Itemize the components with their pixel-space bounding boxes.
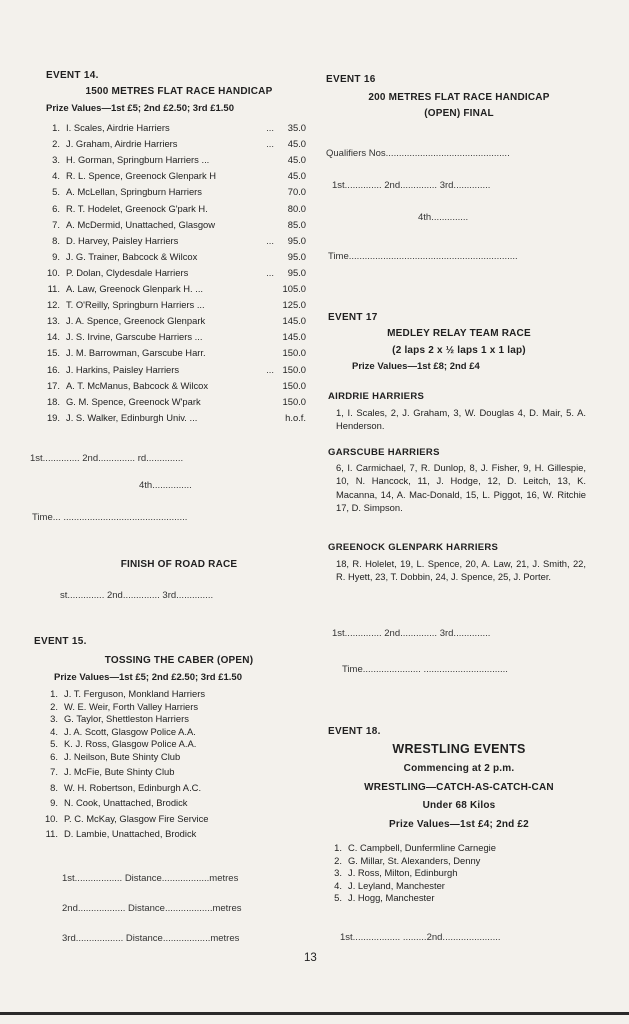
entry-handicap: 85.0 <box>287 218 306 230</box>
club-garscube-members: 6, I. Carmichael, 7, R. Dunlop, 8, J. Fisher, 9, H. Gillespie, 10, N. Hancock, 11, J. Hodge, 12, D. Leitch, 13, K. Macanna, 14, A. Mac-Donald, 15, L. Piggot, 16, W. Ritchie 17, D. Simpson. <box>336 462 586 514</box>
event16-title-1: 200 METRES FLAT RACE HANDICAP <box>368 92 550 103</box>
list-item <box>44 235 306 246</box>
entry-name: A. McLellan, Springburn Harriers <box>66 186 202 198</box>
event14-label: EVENT 14. <box>46 70 99 81</box>
list-item <box>44 331 306 342</box>
entry-handicap: 80.0 <box>287 202 306 214</box>
entry-handicap: 95.0 <box>287 266 306 278</box>
entry-number: 2. <box>52 138 60 150</box>
list-item <box>42 828 310 839</box>
entry-name: J. M. Barrowman, Garscube Harr. <box>66 347 206 359</box>
entry-number: 5. <box>334 892 342 904</box>
event16-title-2: (OPEN) FINAL <box>424 108 494 119</box>
entry-name: A. T. McManus, Babcock & Wilcox <box>66 379 209 391</box>
club-airdrie-name: AIRDRIE HARRIERS <box>328 391 425 402</box>
list-item <box>42 738 310 749</box>
entry-name: R. L. Spence, Greenock Glenpark H <box>66 170 217 182</box>
entry-number: 13. <box>46 315 60 327</box>
list-item <box>44 299 306 310</box>
entry-number: 5. <box>50 738 58 749</box>
entry-number: 1. <box>52 122 60 133</box>
entry-handicap: 45.0 <box>287 138 306 150</box>
list-item <box>42 813 310 824</box>
list-item <box>42 688 310 699</box>
entry-number: 6. <box>50 750 58 762</box>
entry-name: G. M. Spence, Greenock W'park <box>66 395 201 407</box>
entry-number: 16. <box>46 363 60 375</box>
entry-number: 5. <box>52 186 60 198</box>
list-item <box>44 122 306 133</box>
entry-name: N. Cook, Unattached, Brodick <box>64 797 188 808</box>
entry-handicap: 70.0 <box>287 186 306 198</box>
entry-handicap: 95.0 <box>287 250 306 262</box>
list-item <box>326 842 588 853</box>
entry-name: C. Campbell, Dunfermline Carnegie <box>348 842 496 853</box>
entry-number: 9. <box>50 797 58 808</box>
list-item <box>326 880 588 891</box>
event18-label: EVENT 18. <box>328 726 381 737</box>
entry-handicap: 45.0 <box>287 154 306 166</box>
entry-number: 9. <box>52 250 60 262</box>
event14-title: 1500 METRES FLAT RACE HANDICAP <box>85 86 273 97</box>
list-item <box>42 766 310 777</box>
entry-number: 18. <box>46 395 60 407</box>
entry-name: G. Millar, St. Alexanders, Denny <box>348 854 481 866</box>
entry-number: 15. <box>46 347 60 359</box>
road-race-title: FINISH OF ROAD RACE <box>120 559 238 570</box>
entry-number: 8. <box>52 234 60 246</box>
list-item <box>44 396 306 407</box>
entry-dots: ... <box>266 122 274 133</box>
entry-number: 7. <box>52 218 60 230</box>
list-item <box>44 347 306 358</box>
entry-name: P. C. McKay, Glasgow Fire Service <box>64 812 209 824</box>
entry-number: 8. <box>50 781 58 793</box>
event15-title: TOSSING THE CABER (OPEN) <box>104 655 254 666</box>
entry-number: 2. <box>334 854 342 866</box>
list-item <box>326 867 588 878</box>
entry-name: J. S. Irvine, Garscube Harriers ... <box>66 331 203 343</box>
entry-handicap: 145.0 <box>282 331 306 343</box>
entry-handicap: 95.0 <box>287 234 306 246</box>
entry-dots: ... <box>266 138 274 150</box>
event17-title: MEDLEY RELAY TEAM RACE <box>387 328 531 339</box>
entry-name: I. Scales, Airdrie Harriers <box>66 122 170 133</box>
entry-name: J. G. Trainer, Babcock & Wilcox <box>66 250 198 262</box>
entry-number: 7. <box>50 766 58 777</box>
entry-name: H. Gorman, Springburn Harriers ... <box>66 154 210 166</box>
entry-name: A. McDermid, Unattached, Glasgow <box>66 218 216 230</box>
entry-number: 3. <box>334 867 342 879</box>
entry-dots: ... <box>266 266 274 278</box>
list-item <box>44 219 306 230</box>
list-item <box>44 186 306 197</box>
entry-name: W. H. Robertson, Edinburgh A.C. <box>64 781 202 793</box>
event17-laps: (2 laps 2 x ½ laps 1 x 1 lap) <box>392 345 526 356</box>
entry-number: 6. <box>52 202 60 214</box>
event15-distance-2: 2nd.................. Distance..................metres <box>62 903 242 914</box>
entry-number: 3. <box>50 713 58 724</box>
page-number: 13 <box>304 952 317 964</box>
entry-number: 1. <box>334 842 342 853</box>
list-item <box>42 713 310 724</box>
list-item <box>44 203 306 214</box>
entry-number: 4. <box>334 879 342 891</box>
entry-number: 17. <box>46 379 60 391</box>
list-item <box>42 751 310 762</box>
club-airdrie-members: 1, I. Scales, 2, J. Graham, 3, W. Douglas 4, D. Mair, 5. A. Henderson. <box>336 407 586 432</box>
club-greenock-members: 18, R. Holelet, 19, L. Spence, 20, A. Law, 21, J. Smith, 22, R. Hyett, 23, T. Dobbin, 24, J. Spence, 25, J. Porter. <box>336 558 586 583</box>
entry-name: J. S. Walker, Edinburgh Univ. ... <box>66 411 198 423</box>
entry-name: D. Harvey, Paisley Harriers <box>66 234 179 246</box>
entry-handicap: 150.0 <box>282 379 306 391</box>
entry-number: 19. <box>46 411 60 423</box>
list-item <box>44 138 306 149</box>
event15-distance-3: 3rd.................. Distance..................metres <box>62 933 240 944</box>
entry-number: 10. <box>44 812 58 824</box>
entry-name: J. A. Spence, Greenock Glenpark <box>66 315 206 327</box>
entry-name: W. E. Weir, Forth Valley Harriers <box>64 700 199 712</box>
entry-name: J. Hogg, Manchester <box>348 892 435 904</box>
entry-number: 4. <box>52 170 60 182</box>
road-race-results: st.............. 2nd.............. 3rd.............. <box>60 590 214 601</box>
list-item <box>42 797 310 808</box>
entry-name: A. Law, Greenock Glenpark H. ... <box>66 283 204 294</box>
entry-name: J. T. Ferguson, Monkland Harriers <box>64 688 206 699</box>
list-item <box>44 251 306 262</box>
event15-label: EVENT 15. <box>34 636 87 647</box>
event18-weight: Under 68 Kilos <box>422 800 496 811</box>
list-item <box>44 364 306 375</box>
entry-dots: ... <box>266 234 274 246</box>
event17-prize: Prize Values—1st £8; 2nd £4 <box>352 361 480 372</box>
entry-handicap: 145.0 <box>282 315 306 327</box>
event14-results-1: 1st.............. 2nd.............. rd.............. <box>30 453 184 464</box>
event18-style: WRESTLING—CATCH-AS-CATCH-CAN <box>364 782 554 793</box>
entry-handicap: 35.0 <box>287 122 306 133</box>
club-garscube-name: GARSCUBE HARRIERS <box>328 447 440 458</box>
list-item <box>44 154 306 165</box>
event18-results: 1st.................. .........2nd...................... <box>340 932 501 943</box>
list-item <box>44 283 306 294</box>
entry-handicap: 105.0 <box>282 283 306 294</box>
entry-number: 12. <box>46 299 60 311</box>
entry-name: J. Harkins, Paisley Harriers <box>66 363 180 375</box>
entry-name: G. Taylor, Shettleston Harriers <box>64 713 189 724</box>
entry-number: 1. <box>50 688 58 699</box>
entry-number: 11. <box>47 283 60 294</box>
entry-number: 4. <box>50 725 58 737</box>
event16-results-2: 4th.............. <box>418 212 469 223</box>
entry-name: K. J. Ross, Glasgow Police A.A. <box>64 738 197 749</box>
event18-subtitle: Commencing at 2 p.m. <box>403 763 515 774</box>
event16-time: Time................................................................ <box>328 251 518 262</box>
entry-handicap: 150.0 <box>282 363 306 375</box>
entry-handicap: h.o.f. <box>285 411 306 423</box>
event17-results: 1st.............. 2nd.............. 3rd.............. <box>332 628 491 639</box>
entry-name: D. Lambie, Unattached, Brodick <box>64 828 197 839</box>
list-item <box>326 855 588 866</box>
event14-results-2: 4th............... <box>139 480 192 491</box>
list-item <box>42 782 310 793</box>
event16-qualifiers: Qualifiers Nos............................................... <box>326 148 510 159</box>
event18-title: WRESTLING EVENTS <box>392 742 526 756</box>
event14-time: Time... ............................................... <box>32 512 188 523</box>
list-item <box>326 892 588 903</box>
event15-prize: Prize Values—1st £5; 2nd £2.50; 3rd £1.50 <box>54 672 242 683</box>
list-item <box>44 170 306 181</box>
entry-dots: ... <box>266 363 274 375</box>
event18-prize: Prize Values—1st £4; 2nd £2 <box>389 819 529 830</box>
entry-name: J. A. Scott, Glasgow Police A.A. <box>64 725 196 737</box>
entry-name: J. Leyland, Manchester <box>348 879 445 891</box>
entry-name: J. Neilson, Bute Shinty Club <box>64 750 181 762</box>
event17-label: EVENT 17 <box>328 312 378 323</box>
event16-label: EVENT 16 <box>326 74 376 85</box>
list-item <box>44 412 306 423</box>
event15-distance-1: 1st.................. Distance..................metres <box>62 873 239 884</box>
entry-number: 14. <box>46 331 60 343</box>
entry-name: P. Dolan, Clydesdale Harriers <box>66 266 189 278</box>
entry-handicap: 125.0 <box>282 299 306 311</box>
list-item <box>42 726 310 737</box>
entry-number: 2. <box>50 700 58 712</box>
entry-handicap: 150.0 <box>282 395 306 407</box>
list-item <box>42 701 310 712</box>
page-bottom-border <box>0 1012 629 1015</box>
entry-name: J. Ross, Milton, Edinburgh <box>348 867 458 879</box>
club-greenock-name: GREENOCK GLENPARK HARRIERS <box>328 542 499 553</box>
entry-handicap: 45.0 <box>287 170 306 182</box>
entry-name: T. O'Reilly, Springburn Harriers ... <box>66 299 205 311</box>
event14-prize: Prize Values—1st £5; 2nd £2.50; 3rd £1.50 <box>46 103 234 114</box>
list-item <box>44 267 306 278</box>
list-item <box>44 380 306 391</box>
event16-results-1: 1st.............. 2nd.............. 3rd.............. <box>332 180 491 191</box>
entry-handicap: 150.0 <box>282 347 306 359</box>
entry-name: J. Graham, Airdrie Harriers <box>66 138 178 150</box>
entry-number: 3. <box>52 154 60 166</box>
entry-name: J. McFie, Bute Shinty Club <box>64 766 175 777</box>
entry-name: R. T. Hodelet, Greenock G'park H. <box>66 202 208 214</box>
entry-number: 10. <box>46 266 60 278</box>
event17-time: Time...................... ................................ <box>342 664 508 675</box>
list-item <box>44 315 306 326</box>
entry-number: 11. <box>45 828 58 839</box>
